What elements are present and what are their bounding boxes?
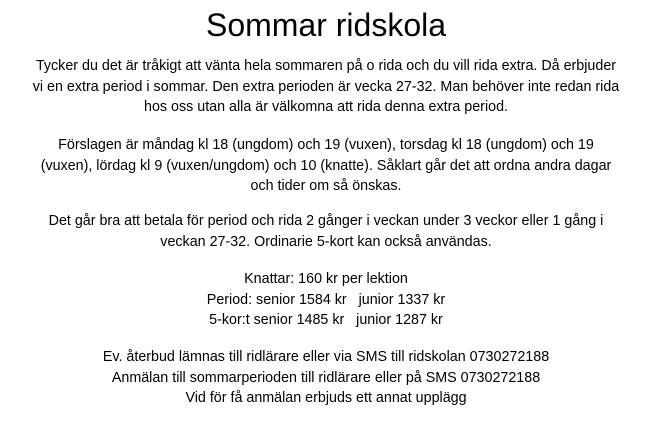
text-line: Vid för få anmälan erbjuds ett annat upplägg [185,390,467,406]
text-line: hos oss utan alla är välkomna att rida denna extra period. [144,99,508,115]
text-line: Förslagen är måndag kl 18 (ungdom) och 19 (vuxen), torsdag kl 18 (ungdom) och 19 [58,137,594,153]
text-line: vi en extra period i sommar. Den extra perioden är vecka 27-32. Man behöver inte redan rida [32,78,620,95]
text-line: och tider om så önskas. [250,178,402,194]
text-line: Det går bra att betala för period och rida 2 gånger i veckan under 3 veckor eller 1 gång i [48,213,604,229]
text-line: Knattar: 160 kr per lektion [244,271,408,287]
text-line: 5-kor:t senior 1485 kr junior 1287 kr [209,312,443,328]
text-line: (vuxen), lördag kl 9 (vuxen/ungdom) och 10 (knatte). Såklart går det att ordna andra dagar [40,157,612,174]
payment-paragraph [8,211,644,252]
text-line: veckan 27-32. Ordinarie 5-kort kan också användas. [160,233,492,250]
text-line: Period: senior 1584 kr junior 1337 kr [206,291,446,308]
prices-paragraph [8,269,644,331]
contact-paragraph [8,347,644,409]
intro-paragraph [8,56,644,118]
page-title: Sommar ridskola [205,7,447,43]
schedule-paragraph [8,135,644,197]
text-line: Tycker du det är tråkigt att vänta hela sommaren på o rida och du vill rida extra. Då erbjuder [35,58,617,74]
text-line: Anmälan till sommarperioden till ridlärare eller på SMS 0730272188 [111,369,541,386]
text-line: Ev. återbud lämnas till ridlärare eller via SMS till ridskolan 0730272188 [102,349,550,365]
